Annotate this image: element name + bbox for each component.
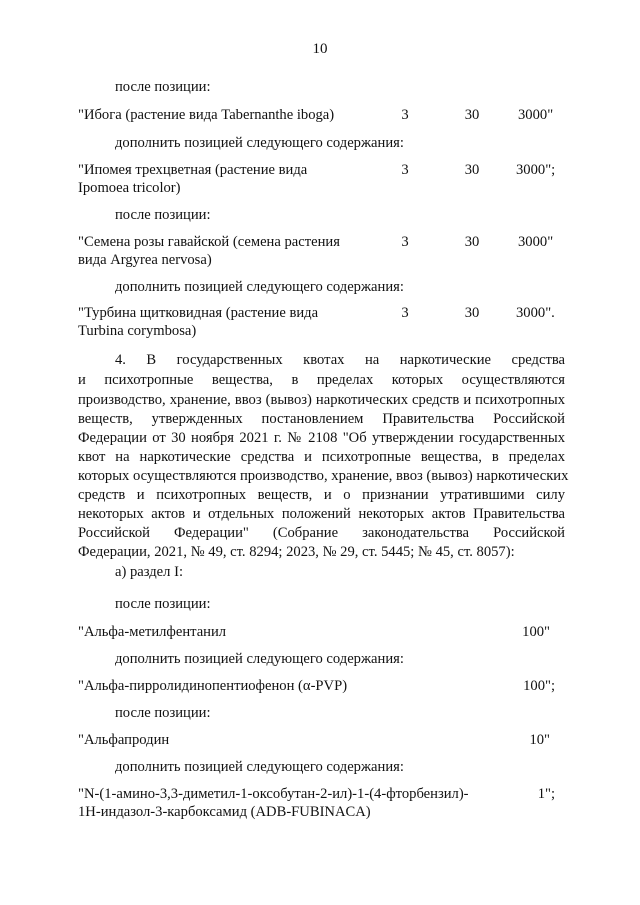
entry-name-continued: Turbina corymbosa) [78,323,197,339]
entry-amount: 100" [522,624,550,640]
paragraph-line: Федерации от 30 ноября 2021 г. № 2108 "Об утверждении государственных [78,430,565,446]
paragraph-line: и психотропные вещества, в пределах которых осуществляются [78,372,565,388]
add-position-label: дополнить позицией следующего содержания: [115,651,404,667]
entry-amount: 10" [529,732,550,748]
entry-name: "Ибога (растение вида Tabernanthe iboga) [78,107,335,123]
entry-name: "Ипомея трехцветная (растение вида [78,162,308,178]
add-position-label: дополнить позицией следующего содержания: [115,759,404,775]
entry-name: "Турбина щитковидная (растение вида [78,305,319,321]
entry-value-2: 30 [464,234,480,250]
entry-name: "Альфа-пирролидинопентиофенон (α-PVP) [78,678,348,694]
after-position-label: после позиции: [115,207,211,223]
entry-name-continued: вида Argyrea nervosa) [78,252,212,268]
entry-amount: 1"; [537,786,555,802]
entry-value-1: 3 [401,162,409,178]
paragraph-line: Российской Федерации" (Собрание законодательства Российской [78,525,565,541]
paragraph-line: некоторых актов и отдельных положений некоторых актов Правительства [78,506,565,522]
entry-value-3: 3000" [518,107,554,123]
entry-amount: 100"; [523,678,555,694]
paragraph-line: Федерации, 2021, № 49, ст. 8294; 2023, № 29, ст. 5445; № 45, ст. 8057): [78,544,515,560]
entry-name: "N-(1-амино-3,3-диметил-1-оксобутан-2-ил)-1-(4-фторбензил)- [78,786,469,802]
entry-value-1: 3 [401,305,409,321]
paragraph-line: производство, хранение, ввоз (вывоз) наркотических средств и психотропных [78,392,565,408]
subsection-label: а) раздел I: [115,564,184,580]
add-position-label: дополнить позицией следующего содержания: [115,279,404,295]
paragraph-line: средств и психотропных веществ, и о признании утратившими силу [78,487,565,503]
entry-value-2: 30 [464,305,480,321]
entry-value-2: 30 [464,162,480,178]
page-number: 10 [312,41,328,57]
after-position-label: после позиции: [115,705,211,721]
paragraph-line: которых осуществляются производство, хранение, ввоз (вывоз) наркотических [78,468,569,484]
entry-value-2: 30 [464,107,480,123]
entry-name-continued: 1H-индазол-3-карбоксамид (ADB-FUBINACA) [78,804,371,820]
paragraph-line: веществ, утвержденных постановлением Правительства Российской [78,411,565,427]
add-position-label: дополнить позицией следующего содержания: [115,135,404,151]
paragraph-line: квот на наркотические средства и психотропные вещества, в пределах [78,449,565,465]
entry-value-1: 3 [401,107,409,123]
entry-name: "Альфа-метилфентанил [78,624,227,640]
entry-name: "Семена розы гавайской (семена растения [78,234,340,250]
paragraph-line: 4. В государственных квотах на наркотические средства [115,352,565,368]
entry-value-3: 3000"; [516,162,556,178]
after-position-label: после позиции: [115,596,211,612]
after-position-label: после позиции: [115,79,211,95]
entry-value-3: 3000" [518,234,554,250]
entry-name-continued: Ipomoea tricolor) [78,180,181,196]
entry-name: "Альфапродин [78,732,170,748]
entry-value-3: 3000". [516,305,555,321]
entry-value-1: 3 [401,234,409,250]
